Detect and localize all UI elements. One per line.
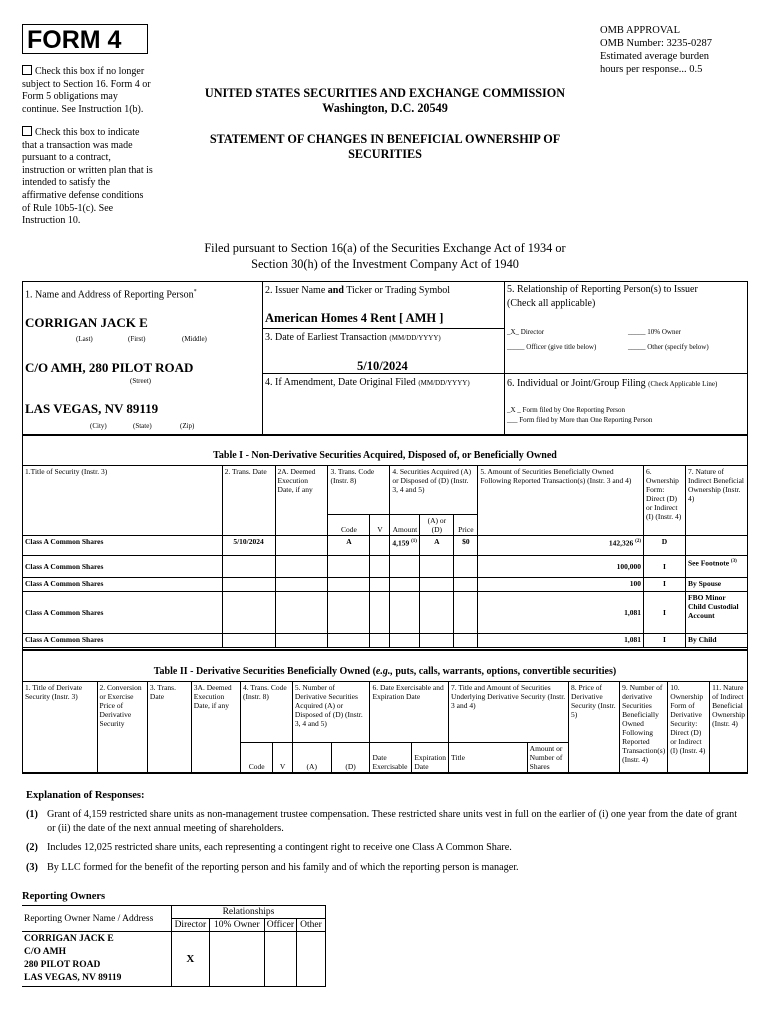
officer-check[interactable]: _____ Officer (give title below) [507, 343, 597, 351]
issuer-name: American Homes 4 Rent [ AMH ] [265, 311, 444, 325]
omb-approval: OMB APPROVAL OMB Number: 3235-0287 Estimated average burden hours per response... 0.5 [600, 25, 712, 75]
table-row: Class A Common Shares 1,081 I FBO Minor Child Custodial Account [23, 592, 748, 634]
director-check[interactable]: _X_ Director [507, 328, 545, 336]
table1-title: Table I - Non-Derivative Securities Acquired, Disposed of, or Beneficially Owned [213, 450, 557, 461]
filed-pursuant: Filed pursuant to Section 16(a) of the Securities Exchange Act of 1934 or Section 30(h) of the Investment Company Act of 1940 [204, 241, 566, 271]
box4-label: 4. If Amendment, Date Original Filed (MM/DD/YYYY) [265, 377, 470, 388]
footnote-2: (2) Includes 12,025 restricted share units, each representing a contingent right to receive one Class A Common Share. [26, 842, 512, 853]
ten-percent-owner-check[interactable]: _____ 10% Owner [628, 328, 681, 336]
box6-label: 6. Individual or Joint/Group Filing (Check Applicable Line) [507, 378, 718, 389]
check-section16: Check this box if no longer subject to Section 16. Form 4 or Form 5 obligations may continue. See Instruction 1(b). [22, 66, 151, 115]
rule-10b5-1-checkbox[interactable] [22, 126, 32, 136]
earliest-transaction-date: 5/10/2024 [357, 359, 408, 373]
reporting-person-city: LAS VEGAS, NV 89119 [25, 401, 159, 416]
statement-heading: STATEMENT OF CHANGES IN BENEFICIAL OWNERSHIP OF SECURITIES [209, 132, 561, 161]
filed-by-more-check[interactable]: ___ Form filed by More than One Reporting Person [507, 416, 653, 424]
reporting-owners-heading: Reporting Owners [22, 891, 106, 902]
filed-by-one-check[interactable]: _X _ Form filed by One Reporting Person [507, 406, 626, 414]
box2-label: 2. Issuer Name and Ticker or Trading Symbol [265, 285, 451, 296]
box1-label: 1. Name and Address of Reporting Person* [25, 289, 197, 301]
table1: 1.Title of Security (Instr. 3) 2. Trans. Date 2A. Deemed Execution Date, if any 3. Trans. Code (Instr. 8) 4. Securities Acquired (A) or Disposed of (D) (Instr. 3, 4 and 5) 5. Amount of Securities Beneficially Owned Following Reported Transaction(s) (Instr. 3 and 4) 6. Ownership Form: Direct (D) or Indirect (I) (Instr. 4) 7. Nature of Indirect Beneficial Ownership (Instr. 4) Code V Amount (A) or (D) Price Class A Common Shares 5/10/2024 A 4,159 $^{(1)}$ A $0 142,326 $^{(2)}$ D Class A Common Shares 100,000 I See Footnote $^{(3)}$ Class A Common Shares 100 I By Spouse Class A Common Shares 1,081 I FBO Minor Child Custodial Account Class A Common Shares 1,081 I By Child [22, 465, 748, 648]
table2-title: Table II - Derivative Securities Beneficially Owned (e.g., puts, calls, warrants, options, convertible securities) [153, 666, 617, 677]
agency-heading: UNITED STATES SECURITIES AND EXCHANGE COMMISSION Washington, D.C. 20549 [204, 86, 566, 115]
form-title: FORM 4 [22, 24, 148, 54]
table-row: Class A Common Shares 100,000 I See Footnote $^{(3)}$ [23, 556, 748, 578]
footnote-1: (1) Grant of 4,159 restricted share units as non-management trustee compensation. These restricted share units vest in full on the earlier of (i) one year from the date of grant or (ii) the date of the next annual meeting of shareholders. [26, 809, 738, 834]
table-row: Class A Common Shares 100 I By Spouse [23, 578, 748, 592]
table-row: CORRIGAN JACK E C/O AMH 280 PILOT ROAD LAS VEGAS, NV 89119 X [22, 932, 326, 987]
table2: 1. Title of Derivate Security (Instr. 3) 2. Conversion or Exercise Price of Derivative Security 3. Trans. Date 3A. Deemed Execution Date, if any 4. Trans. Code (Instr. 8) 5. Number of Derivative Securities Acquired (A) or Disposed of (D) (Instr. 3, 4 and 5) 6. Date Exercisable and Expiration Date 7. Title and Amount of Securities Underlying Derivative Security (Instr. 3 and 4) 8. Price of Derivative Security (Instr. 5) 9. Number of derivative Securities Beneficially Owned Following Reported Transaction(s) (Instr. 4) 10. Ownership Form of Derivative Security: Direct (D) or Indirect (I) (Instr. 4) 11. Nature of Indirect Beneficial Ownership (Instr. 4) Code V (A) (D) Date Exercisable Expiration Date Title Amount or Number of Shares [22, 681, 748, 773]
box5-label: 5. Relationship of Reporting Person(s) to Issuer (Check all applicable) [507, 284, 698, 309]
other-check[interactable]: _____ Other (specify below) [628, 343, 709, 351]
check-10b5-1: Check this box to indicate that a transaction was made pursuant to a contract, instruction or written plan that is intended to satisfy the affirmative defense conditions of Rule 10b5-1(c). See Instruction 10. [22, 127, 153, 227]
table-row: Class A Common Shares 5/10/2024 A 4,159 $^{(1)}$ A $0 142,326 $^{(2)}$ D [23, 536, 748, 556]
explanation-heading: Explanation of Responses: [26, 790, 145, 801]
director-mark: X [171, 932, 209, 987]
section16-checkbox[interactable] [22, 65, 32, 75]
footnote-3: (3) By LLC formed for the benefit of the reporting person and his family and of which the reporting person is manager. [26, 862, 519, 873]
table-row: Class A Common Shares 1,081 I By Child [23, 634, 748, 648]
reporting-person-street: C/O AMH, 280 PILOT ROAD [25, 360, 194, 375]
box3-label: 3. Date of Earliest Transaction (MM/DD/YYYY) [265, 332, 441, 343]
reporting-person-name: CORRIGAN JACK E [25, 315, 148, 330]
reporting-owners-table: Reporting Owner Name / Address Relationships Director 10% Owner Officer Other CORRIGAN JACK E C/O AMH 280 PILOT ROAD LAS VEGAS, NV 89119 X [22, 905, 326, 987]
